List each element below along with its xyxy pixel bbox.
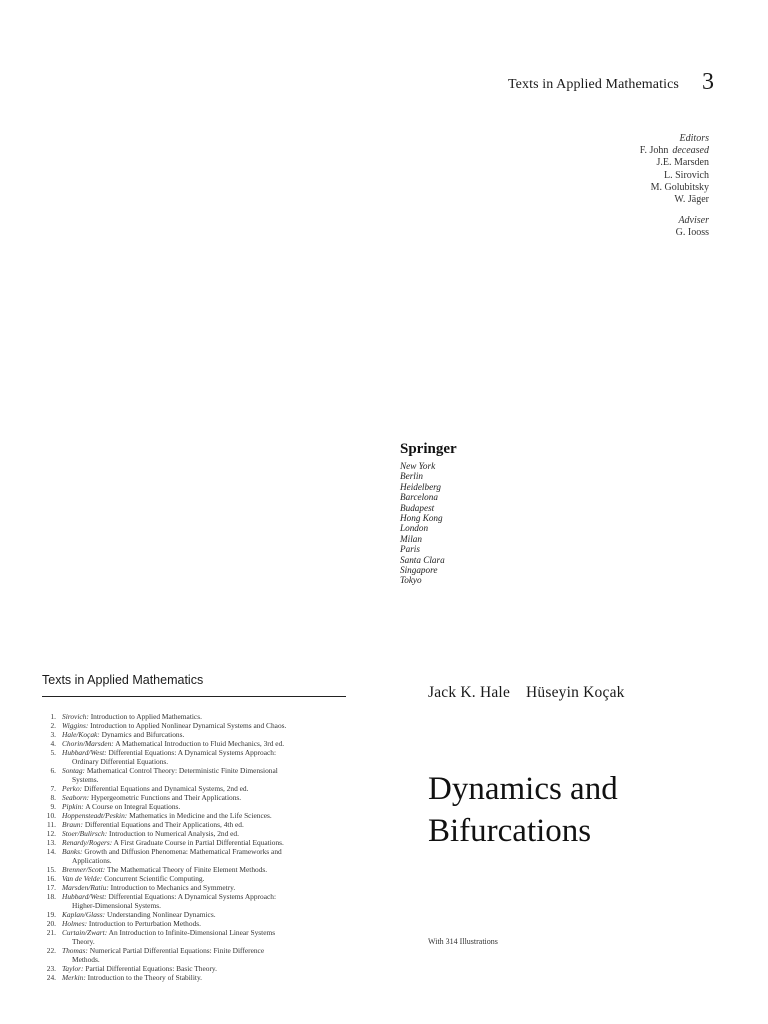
series-list-title: Texts in Applied Mathematics <box>42 673 204 687</box>
series-item-number: 20. <box>46 919 56 928</box>
series-item-title: A First Graduate Course in Partial Differential Equations. <box>113 838 284 847</box>
series-item-body <box>62 721 330 730</box>
series-list-item <box>30 802 330 811</box>
series-item-author: Holmes: <box>62 919 88 928</box>
adviser-block <box>509 215 709 239</box>
series-item-title: Understanding Nonlinear Dynamics. <box>106 910 216 919</box>
editor-name-text: J.E. Marsden <box>656 157 709 169</box>
series-item-body <box>62 928 330 946</box>
editor-name-text: L. Sirovich <box>664 169 709 181</box>
series-item-title: Introduction to Perturbation Methods. <box>88 919 201 928</box>
series-item-author: Braun: <box>62 820 83 829</box>
series-item-number: 3. <box>50 730 56 739</box>
publisher-city: Heidelberg <box>400 481 441 492</box>
series-item-title: Introduction to Mechanics and Symmetry. <box>110 883 236 892</box>
series-item-number: 5. <box>50 748 56 757</box>
editors-list <box>509 145 709 206</box>
series-item-title: Hypergeometric Functions and Their Applications. <box>90 793 242 802</box>
series-item-title: A Course on Integral Equations. <box>85 802 181 811</box>
series-item-title: Introduction to Applied Nonlinear Dynamical Systems and Chaos. <box>90 721 287 730</box>
series-item-author: Brenner/Scott: <box>62 865 106 874</box>
author-1: Jack K. Hale <box>428 684 511 701</box>
series-item-author: Sontag: <box>62 766 85 775</box>
series-item-number: 14. <box>46 847 56 856</box>
series-item-continuation: Ordinary Differential Equations. <box>72 757 169 766</box>
series-list-item <box>30 964 330 973</box>
series-item-author: Curtain/Zwart: <box>62 928 108 937</box>
series-item-title: Dynamics and Bifurcations. <box>101 730 185 739</box>
series-number: 3 <box>702 69 714 95</box>
series-list-rule <box>42 696 346 697</box>
series-item-body <box>62 829 330 838</box>
series-item-body <box>62 847 330 865</box>
series-item-number: 6. <box>50 766 56 775</box>
series-list-item <box>30 847 330 865</box>
series-list-item <box>30 946 330 964</box>
series-item-author: Perko: <box>62 784 83 793</box>
series-item-number: 15. <box>46 865 56 874</box>
editor-name <box>509 170 709 182</box>
series-item-title: Differential Equations and Dynamical Systems, 2nd ed. <box>83 784 249 793</box>
series-item-body <box>62 748 330 766</box>
adviser-label: Adviser <box>678 215 709 227</box>
series-item-title: Differential Equations: A Dynamical Systems Approach: <box>108 748 277 757</box>
author-2: Hüseyin Koçak <box>526 684 625 701</box>
series-item-number: 16. <box>46 874 56 883</box>
series-item-author: Kaplan/Glass: <box>62 910 106 919</box>
publisher-name: Springer <box>400 441 457 457</box>
series-item-title: Differential Equations and Their Applications, 4th ed. <box>84 820 244 829</box>
series-item-title: Mathematics in Medicine and the Life Sciences. <box>129 811 272 820</box>
editor-name-text: F. John <box>639 145 669 157</box>
series-item-continuation: Methods. <box>72 955 100 964</box>
series-item-number: 17. <box>46 883 56 892</box>
series-item-title: Concurrent Scientific Computing. <box>104 874 205 883</box>
series-item-continuation: Systems. <box>72 775 99 784</box>
series-list-item <box>30 874 330 883</box>
publisher-city: Singapore <box>400 565 438 576</box>
adviser-name: G. Iooss <box>675 227 709 239</box>
series-list-item <box>30 838 330 847</box>
series-list-item <box>30 919 330 928</box>
editors-label: Editors <box>679 133 709 144</box>
series-item-number: 10. <box>46 811 56 820</box>
publisher-city: Paris <box>400 544 420 555</box>
series-list <box>30 712 330 982</box>
series-item-author: Hubbard/West: <box>62 892 107 901</box>
series-list-item <box>30 712 330 721</box>
series-list-item <box>30 928 330 946</box>
series-item-number: 12. <box>46 829 56 838</box>
series-item-author: Sirovich: <box>62 712 89 721</box>
series-item-body <box>62 973 330 982</box>
series-list-item <box>30 739 330 748</box>
series-item-number: 19. <box>46 910 56 919</box>
series-item-continuation: Theory. <box>72 937 95 946</box>
publisher-city: Tokyo <box>400 575 422 586</box>
series-item-body <box>62 919 330 928</box>
series-list-item <box>30 784 330 793</box>
series-list-item <box>30 766 330 784</box>
series-item-number: 11. <box>47 820 56 829</box>
series-item-author: Wiggins: <box>62 721 89 730</box>
book-title-line-2: Bifurcations <box>428 813 592 849</box>
series-item-author: Van de Velde: <box>62 874 103 883</box>
series-item-author: Thomas: <box>62 946 88 955</box>
series-item-title: Partial Differential Equations: Basic Theory. <box>85 964 217 973</box>
series-item-body <box>62 802 330 811</box>
series-list-item <box>30 793 330 802</box>
series-item-title: Introduction to Numerical Analysis, 2nd ed. <box>109 829 239 838</box>
series-list-item <box>30 865 330 874</box>
series-item-number: 22. <box>46 946 56 955</box>
publisher-cities <box>400 461 540 586</box>
series-item-title: The Mathematical Theory of Finite Element Methods. <box>106 865 268 874</box>
series-item-author: Renardy/Rogers: <box>62 838 113 847</box>
series-item-author: Chorin/Marsden: <box>62 739 114 748</box>
series-item-body <box>62 730 330 739</box>
series-header <box>480 71 720 95</box>
series-list-item <box>30 973 330 982</box>
book-title <box>428 768 618 852</box>
series-item-body <box>62 712 330 721</box>
series-list-item <box>30 811 330 820</box>
series-item-author: Seaborn: <box>62 793 90 802</box>
series-item-author: Hubbard/West: <box>62 748 107 757</box>
series-item-title: Growth and Diffusion Phenomena: Mathematical Frameworks and <box>84 847 282 856</box>
series-list-item <box>30 730 330 739</box>
series-item-number: 18. <box>46 892 56 901</box>
editor-name-text: M. Golubitsky <box>650 181 709 193</box>
series-item-continuation: Applications. <box>72 856 112 865</box>
series-item-author: Banks: <box>62 847 83 856</box>
editor-name <box>509 194 709 206</box>
series-item-body <box>62 892 330 910</box>
editor-name <box>509 157 709 169</box>
series-item-author: Marsden/Ratiu: <box>62 883 109 892</box>
series-list-item <box>30 883 330 892</box>
series-list-item <box>30 892 330 910</box>
illustrations-note: With 314 Illustrations <box>428 937 498 946</box>
series-item-number: 9. <box>50 802 56 811</box>
series-item-title: An Introduction to Infinite-Dimensional Linear Systems <box>108 928 276 937</box>
publisher-city: Hong Kong <box>400 513 443 524</box>
editor-name-text: W. Jäger <box>674 194 709 206</box>
publisher-imprint <box>400 441 540 586</box>
series-item-body <box>62 946 330 964</box>
series-item-author: Stoer/Bulirsch: <box>62 829 108 838</box>
publisher-city: Berlin <box>400 471 423 482</box>
series-item-body <box>62 820 330 829</box>
series-item-number: 7. <box>50 784 56 793</box>
series-item-title: Introduction to the Theory of Stability. <box>87 973 203 982</box>
publisher-city: Barcelona <box>400 492 438 503</box>
series-item-title: Mathematical Control Theory: Deterministic Finite Dimensional <box>86 766 278 775</box>
series-item-author: Hoppensteadt/Peskin: <box>62 811 128 820</box>
series-list-item <box>30 820 330 829</box>
series-item-number: 2. <box>50 721 56 730</box>
series-item-body <box>62 811 330 820</box>
series-item-number: 8. <box>50 793 56 802</box>
publisher-city: Budapest <box>400 502 435 513</box>
series-item-body <box>62 883 330 892</box>
editor-note: deceased <box>672 145 709 157</box>
series-item-title: Differential Equations: A Dynamical Systems Approach: <box>108 892 277 901</box>
series-item-title: Numerical Partial Differential Equations: Finite Difference <box>89 946 265 955</box>
series-item-author: Hale/Koçak: <box>62 730 100 739</box>
publisher-city: London <box>400 523 429 534</box>
series-item-body <box>62 865 330 874</box>
editor-name <box>509 145 709 157</box>
series-list-item <box>30 721 330 730</box>
series-item-body <box>62 964 330 973</box>
editor-name <box>509 182 709 194</box>
series-item-body <box>62 784 330 793</box>
book-title-line-1: Dynamics and <box>428 771 618 807</box>
publisher-city: Santa Clara <box>400 554 445 565</box>
series-item-body <box>62 739 330 748</box>
series-item-author: Pipkin: <box>62 802 84 811</box>
series-item-title: A Mathematical Introduction to Fluid Mechanics, 3rd ed. <box>115 739 285 748</box>
series-item-body <box>62 838 330 847</box>
series-item-author: Taylor: <box>62 964 84 973</box>
series-item-author: Merkin: <box>62 973 86 982</box>
series-list-item <box>30 829 330 838</box>
series-item-number: 4. <box>50 739 56 748</box>
series-item-body <box>62 910 330 919</box>
series-list-item <box>30 910 330 919</box>
series-item-number: 24. <box>46 973 56 982</box>
series-item-number: 23. <box>46 964 56 973</box>
series-item-number: 1. <box>50 712 56 721</box>
editors-block <box>509 133 709 240</box>
series-item-body <box>62 793 330 802</box>
series-item-body <box>62 874 330 883</box>
series-item-number: 21. <box>46 928 56 937</box>
series-item-number: 13. <box>46 838 56 847</box>
publisher-city: Milan <box>400 533 422 544</box>
book-authors <box>428 684 625 702</box>
series-list-item <box>30 748 330 766</box>
series-item-title: Introduction to Applied Mathematics. <box>90 712 202 721</box>
series-item-body <box>62 766 330 784</box>
series-title: Texts in Applied Mathematics <box>508 77 679 92</box>
publisher-city: New York <box>400 461 436 471</box>
series-item-continuation: Higher-Dimensional Systems. <box>72 901 161 910</box>
